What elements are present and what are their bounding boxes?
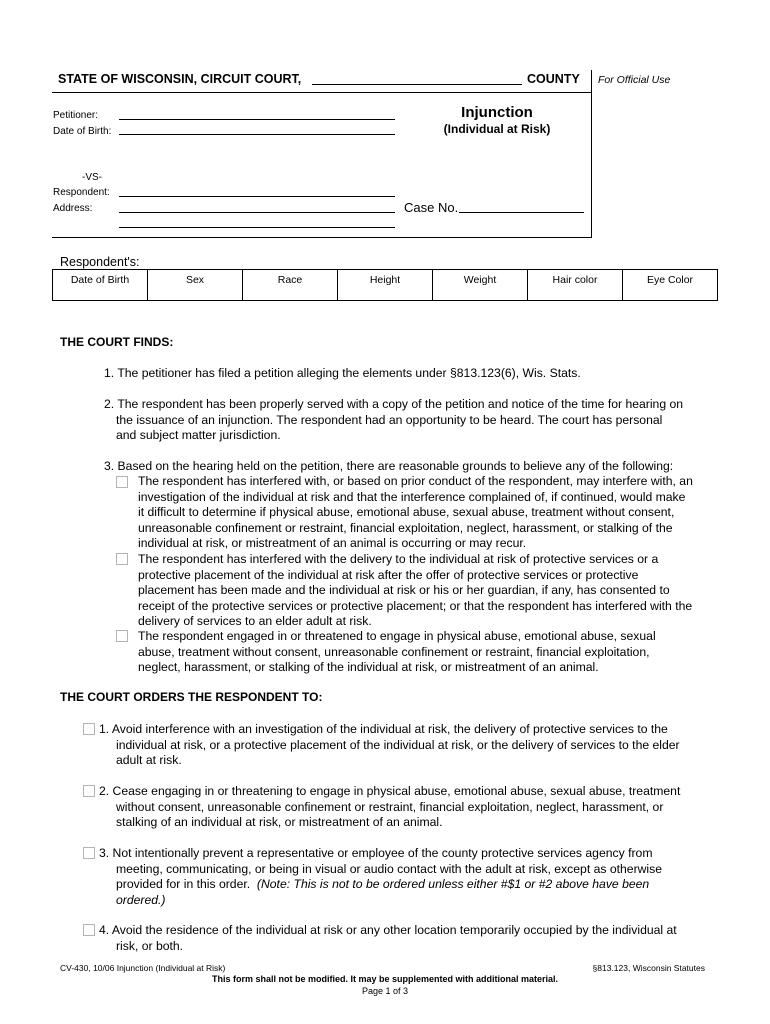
finding-3b-line-1: The respondent has interfered with the delivery to the individual at risk of protective services or a [138,552,659,566]
petitioner-label: Petitioner: [53,110,99,121]
col-eye-color[interactable]: Eye Color [623,270,718,301]
order-4-line-2: risk, or both. [116,938,184,953]
orders-heading: THE COURT ORDERS THE RESPONDENT TO: [60,690,323,704]
finding-3c-line-1: The respondent engaged in or threatened to engage in physical abuse, emotional abuse, sexual [138,629,656,643]
modification-notice: This form shall not be modified. It may be supplemented with additional material. [211,974,559,984]
finding-3c-checkbox[interactable] [116,630,128,642]
form-title: Injunction [461,104,533,121]
address-label: Address: [53,203,93,214]
finding-3a-line-2: investigation of the individual at risk and that the interference complained of, if continued, would make [138,489,686,504]
order-1-line-3: adult at risk. [116,753,182,768]
county-label: COUNTY [527,72,580,86]
order-1-line-2: individual at risk, or a protective placement of the individual at risk, or the delivery of services to the elder [116,737,680,752]
respondent-info-table [52,269,718,301]
findings-heading: THE COURT FINDS: [60,335,174,349]
col-race[interactable]: Race [243,270,338,301]
court-title: STATE OF WISCONSIN, CIRCUIT COURT, [58,72,302,86]
case-number-field[interactable] [459,212,584,213]
col-hair-color[interactable]: Hair color [528,270,623,301]
finding-2-line-2: the issuance of an injunction. The respondent had an opportunity to be heard. The court has personal [116,412,663,427]
county-field[interactable] [312,84,522,85]
finding-3a-line-1: The respondent has interfered with, or based on prior conduct of the respondent, may interfere with, an [138,474,693,488]
finding-3a-line-5: individual at risk, or mistreatment of an animal is occurring or may recur. [138,536,527,551]
finding-3c-line-3: neglect, harassment, or stalking of the individual at risk, or mistreatment of an animal. [138,660,599,675]
order-4-checkbox[interactable] [83,924,95,936]
order-3-line-1: 3. Not intentionally prevent a representative or employee of the county protective services agency from [99,846,653,860]
order-2-line-2: without consent, unreasonable confinement or restraint, financial exploitation, neglect, harassment, or [116,799,664,814]
official-use-divider [591,70,592,238]
order-3-checkbox[interactable] [83,847,95,859]
finding-3b-checkbox[interactable] [116,553,128,565]
order-3-note-line-2: ordered.) [116,892,166,907]
col-date-of-birth[interactable]: Date of Birth [53,270,148,301]
finding-3a-line-3: it difficult to determine if physical abuse, emotional abuse, sexual abuse, treatment without consent, [138,505,675,520]
dob-field[interactable] [119,134,395,135]
order-1-line-1: 1. Avoid interference with an investigation of the individual at risk, the delivery of protective services to the [99,722,668,736]
finding-3b-line-3: placement has been made and the individual at risk or his or her guardian, if any, has consented to [138,583,670,598]
address-field-2[interactable] [119,227,395,228]
form-subtitle: (Individual at Risk) [443,122,551,136]
order-3-line-3-text: provided for in this order. [116,877,251,892]
page-number: Page 1 of 3 [361,986,409,996]
order-3-line-2: meeting, communicating, or being in visual or audio contact with the adult at risk, except as otherwise [116,861,663,876]
col-sex[interactable]: Sex [148,270,243,301]
finding-3b-line-2: protective placement of the individual at risk after the offer of protective services or protective [138,567,639,582]
finding-3b-line-5: delivery of services to an elder adult at risk. [138,614,372,629]
finding-3a-line-4: unreasonable confinement or restraint, financial exploitation, neglect, harassment, or stalking of the [138,520,673,535]
respondent-table-label: Respondent's: [60,255,140,269]
statute-ref: §813.123, Wisconsin Statutes [592,963,705,973]
finding-3b-line-4: receipt of the protective services or protective placement; or that the respondent has interfered with the [138,598,693,613]
order-2-line-1: 2. Cease engaging in or threatening to engage in physical abuse, emotional abuse, sexual abuse, treatment [99,784,681,798]
official-use-label: For Official Use [598,74,671,86]
finding-3a-checkbox[interactable] [116,476,128,488]
dob-label: Date of Birth: [53,126,112,137]
case-number-label: Case No. [404,200,459,215]
order-2-checkbox[interactable] [83,785,95,797]
respondent-label: Respondent: [53,187,110,198]
finding-3-intro: 3. Based on the hearing held on the petition, there are reasonable grounds to believe any of the following: [104,459,674,473]
order-3-note: (Note: This is not to be ordered unless either #$1 or #2 above have been [256,877,650,892]
order-2-line-3: stalking of an individual at risk, or mistreatment of an animal. [116,815,443,830]
vs-label: -VS- [82,172,102,183]
col-height[interactable]: Height [338,270,433,301]
respondent-field[interactable] [119,196,395,197]
petitioner-field[interactable] [119,119,395,120]
caption-top-rule [52,92,591,93]
order-3-line-3 [116,877,649,893]
finding-2-line-1: 2. The respondent has been properly served with a copy of the petition and notice of the time for hearing on [104,397,684,411]
finding-1: 1. The petitioner has filed a petition alleging the elements under §813.123(6), Wis. Stats. [104,366,581,380]
finding-2-line-3: and subject matter jurisdiction. [116,428,281,443]
order-4-line-1: 4. Avoid the residence of the individual at risk or any other location temporarily occupied by the individual at [99,923,677,937]
order-1-checkbox[interactable] [83,723,95,735]
caption-bottom-rule [52,237,591,238]
address-field-1[interactable] [119,212,395,213]
col-weight[interactable]: Weight [433,270,528,301]
finding-3c-line-2: abuse, treatment without consent, unreasonable confinement or restraint, financial exploitation, [138,644,650,659]
form-id: CV-430, 10/06 Injunction (Individual at Risk) [60,963,226,973]
